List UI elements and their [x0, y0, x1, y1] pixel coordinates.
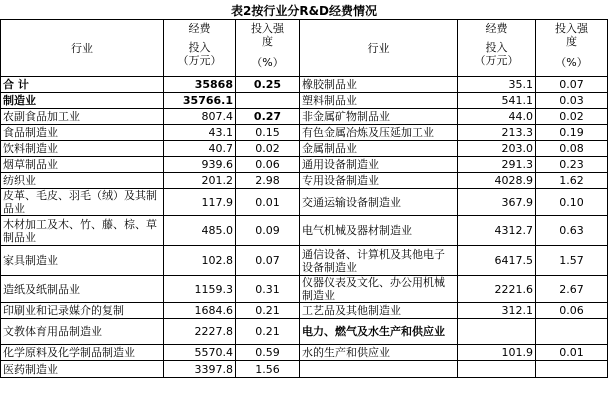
right-industry-cell: 通信设备、计算机及其他电子设备制造业 — [300, 246, 458, 276]
header-funds-right — [458, 20, 536, 77]
left-funds-cell: 807.4 — [164, 109, 236, 125]
right-funds-cell: 4312.7 — [458, 216, 536, 246]
table-row — [1, 109, 608, 125]
right-funds-cell — [458, 361, 536, 378]
table-row — [1, 141, 608, 157]
left-industry-cell: 烟草制品业 — [1, 157, 164, 173]
left-intensity-cell: 1.56 — [236, 361, 300, 378]
table-row — [1, 216, 608, 246]
left-funds-cell: 43.1 — [164, 125, 236, 141]
right-intensity-cell: 0.07 — [536, 77, 608, 93]
right-industry-cell: 电气机械及器材制造业 — [300, 216, 458, 246]
left-intensity-cell: 0.01 — [236, 189, 300, 216]
right-funds-cell: 203.0 — [458, 141, 536, 157]
right-intensity-cell — [536, 319, 608, 345]
header-industry-left: 行业 — [1, 20, 164, 77]
left-industry-cell: 文教体育用品制造业 — [1, 319, 164, 345]
left-industry-cell: 印刷业和记录媒介的复制 — [1, 303, 164, 319]
left-industry-cell: 饮料制造业 — [1, 141, 164, 157]
header-funds-unit: （万元） — [474, 54, 519, 67]
right-funds-cell: 101.9 — [458, 345, 536, 361]
left-funds-cell: 1159.3 — [164, 276, 236, 303]
right-intensity-cell: 2.67 — [536, 276, 608, 303]
header-intensity-top: 投入强 — [555, 22, 588, 35]
table-row — [1, 319, 608, 345]
right-funds-cell: 4028.9 — [458, 173, 536, 189]
right-industry-cell: 电力、燃气及水生产和供应业 — [300, 319, 458, 345]
header-row — [1, 20, 608, 77]
right-funds-cell — [458, 319, 536, 345]
right-intensity-cell: 0.63 — [536, 216, 608, 246]
right-intensity-cell — [536, 361, 608, 378]
right-industry-cell: 交通运输设备制造业 — [300, 189, 458, 216]
left-industry-cell: 造纸及纸制品业 — [1, 276, 164, 303]
right-funds-cell: 35.1 — [458, 77, 536, 93]
left-intensity-cell: 0.59 — [236, 345, 300, 361]
table-row — [1, 246, 608, 276]
left-industry-cell: 医药制造业 — [1, 361, 164, 378]
right-industry-cell — [300, 361, 458, 378]
left-funds-cell: 5570.4 — [164, 345, 236, 361]
left-funds-cell: 117.9 — [164, 189, 236, 216]
right-intensity-cell: 1.62 — [536, 173, 608, 189]
left-industry-cell: 皮革、毛皮、羽毛（绒）及其制品业 — [1, 189, 164, 216]
table-row — [1, 361, 608, 378]
left-funds-cell: 35868 — [164, 77, 236, 93]
header-funds-top: 经费 — [485, 22, 508, 35]
right-intensity-cell: 1.57 — [536, 246, 608, 276]
right-funds-cell: 312.1 — [458, 303, 536, 319]
table-row — [1, 189, 608, 216]
left-industry-cell: 木材加工及木、竹、藤、棕、草制品业 — [1, 216, 164, 246]
header-industry-right: 行业 — [300, 20, 458, 77]
right-funds-cell: 2221.6 — [458, 276, 536, 303]
header-intensity-unit: （%） — [555, 56, 588, 69]
left-industry-cell: 食品制造业 — [1, 125, 164, 141]
header-intensity-mid: 度 — [566, 35, 577, 48]
right-industry-cell: 非金属矿物制品业 — [300, 109, 458, 125]
header-funds-top: 经费 — [188, 22, 211, 35]
right-industry-cell: 水的生产和供应业 — [300, 345, 458, 361]
right-funds-cell: 367.9 — [458, 189, 536, 216]
left-funds-cell: 939.6 — [164, 157, 236, 173]
left-funds-cell: 35766.1 — [164, 93, 236, 109]
table-row — [1, 345, 608, 361]
right-industry-cell: 有色金属冶炼及压延加工业 — [300, 125, 458, 141]
right-funds-cell: 213.3 — [458, 125, 536, 141]
right-intensity-cell: 0.03 — [536, 93, 608, 109]
left-intensity-cell: 0.21 — [236, 303, 300, 319]
left-industry-cell: 农副食品加工业 — [1, 109, 164, 125]
right-intensity-cell: 0.10 — [536, 189, 608, 216]
right-industry-cell: 塑料制品业 — [300, 93, 458, 109]
right-intensity-cell: 0.08 — [536, 141, 608, 157]
left-intensity-cell: 0.02 — [236, 141, 300, 157]
left-funds-cell: 1684.6 — [164, 303, 236, 319]
right-industry-cell: 仪器仪表及文化、办公用机械制造业 — [300, 276, 458, 303]
left-intensity-cell: 0.21 — [236, 319, 300, 345]
table-row — [1, 77, 608, 93]
table-row — [1, 173, 608, 189]
left-intensity-cell: 0.06 — [236, 157, 300, 173]
left-funds-cell: 40.7 — [164, 141, 236, 157]
left-intensity-cell: 0.07 — [236, 246, 300, 276]
table-row — [1, 125, 608, 141]
left-funds-cell: 3397.8 — [164, 361, 236, 378]
rd-funds-table — [0, 19, 608, 378]
left-funds-cell: 2227.8 — [164, 319, 236, 345]
left-industry-cell: 家具制造业 — [1, 246, 164, 276]
right-industry-cell: 金属制品业 — [300, 141, 458, 157]
header-intensity-unit: （%） — [251, 56, 284, 69]
left-funds-cell: 485.0 — [164, 216, 236, 246]
left-intensity-cell: 0.09 — [236, 216, 300, 246]
header-funds-unit: （万元） — [177, 54, 222, 67]
header-funds-left — [164, 20, 236, 77]
left-industry-cell: 纺织业 — [1, 173, 164, 189]
left-intensity-cell: 0.25 — [236, 77, 300, 93]
header-intensity-left — [236, 20, 300, 77]
right-intensity-cell: 0.23 — [536, 157, 608, 173]
right-intensity-cell: 0.02 — [536, 109, 608, 125]
right-industry-cell: 专用设备制造业 — [300, 173, 458, 189]
right-funds-cell: 291.3 — [458, 157, 536, 173]
left-industry-cell: 合 计 — [1, 77, 164, 93]
right-industry-cell: 工艺品及其他制造业 — [300, 303, 458, 319]
header-funds-mid: 投入 — [485, 41, 508, 54]
header-intensity-top: 投入强 — [251, 22, 284, 35]
left-intensity-cell: 2.98 — [236, 173, 300, 189]
left-intensity-cell: 0.15 — [236, 125, 300, 141]
table-row — [1, 93, 608, 109]
header-intensity-right — [536, 20, 608, 77]
left-intensity-cell: 0.27 — [236, 109, 300, 125]
left-funds-cell: 102.8 — [164, 246, 236, 276]
right-intensity-cell: 0.19 — [536, 125, 608, 141]
right-funds-cell: 44.0 — [458, 109, 536, 125]
left-funds-cell: 201.2 — [164, 173, 236, 189]
header-intensity-mid: 度 — [262, 35, 273, 48]
left-industry-cell: 化学原料及化学制品制造业 — [1, 345, 164, 361]
header-funds-mid: 投入 — [188, 41, 211, 54]
right-funds-cell: 541.1 — [458, 93, 536, 109]
table-row — [1, 157, 608, 173]
left-intensity-cell — [236, 93, 300, 109]
table-row — [1, 276, 608, 303]
right-industry-cell: 橡胶制品业 — [300, 77, 458, 93]
right-intensity-cell: 0.01 — [536, 345, 608, 361]
table-title: 表2按行业分R&D经费情况 — [230, 4, 378, 18]
left-industry-cell: 制造业 — [1, 93, 164, 109]
left-intensity-cell: 0.31 — [236, 276, 300, 303]
table-row — [1, 303, 608, 319]
right-industry-cell: 通用设备制造业 — [300, 157, 458, 173]
right-funds-cell: 6417.5 — [458, 246, 536, 276]
right-intensity-cell: 0.06 — [536, 303, 608, 319]
